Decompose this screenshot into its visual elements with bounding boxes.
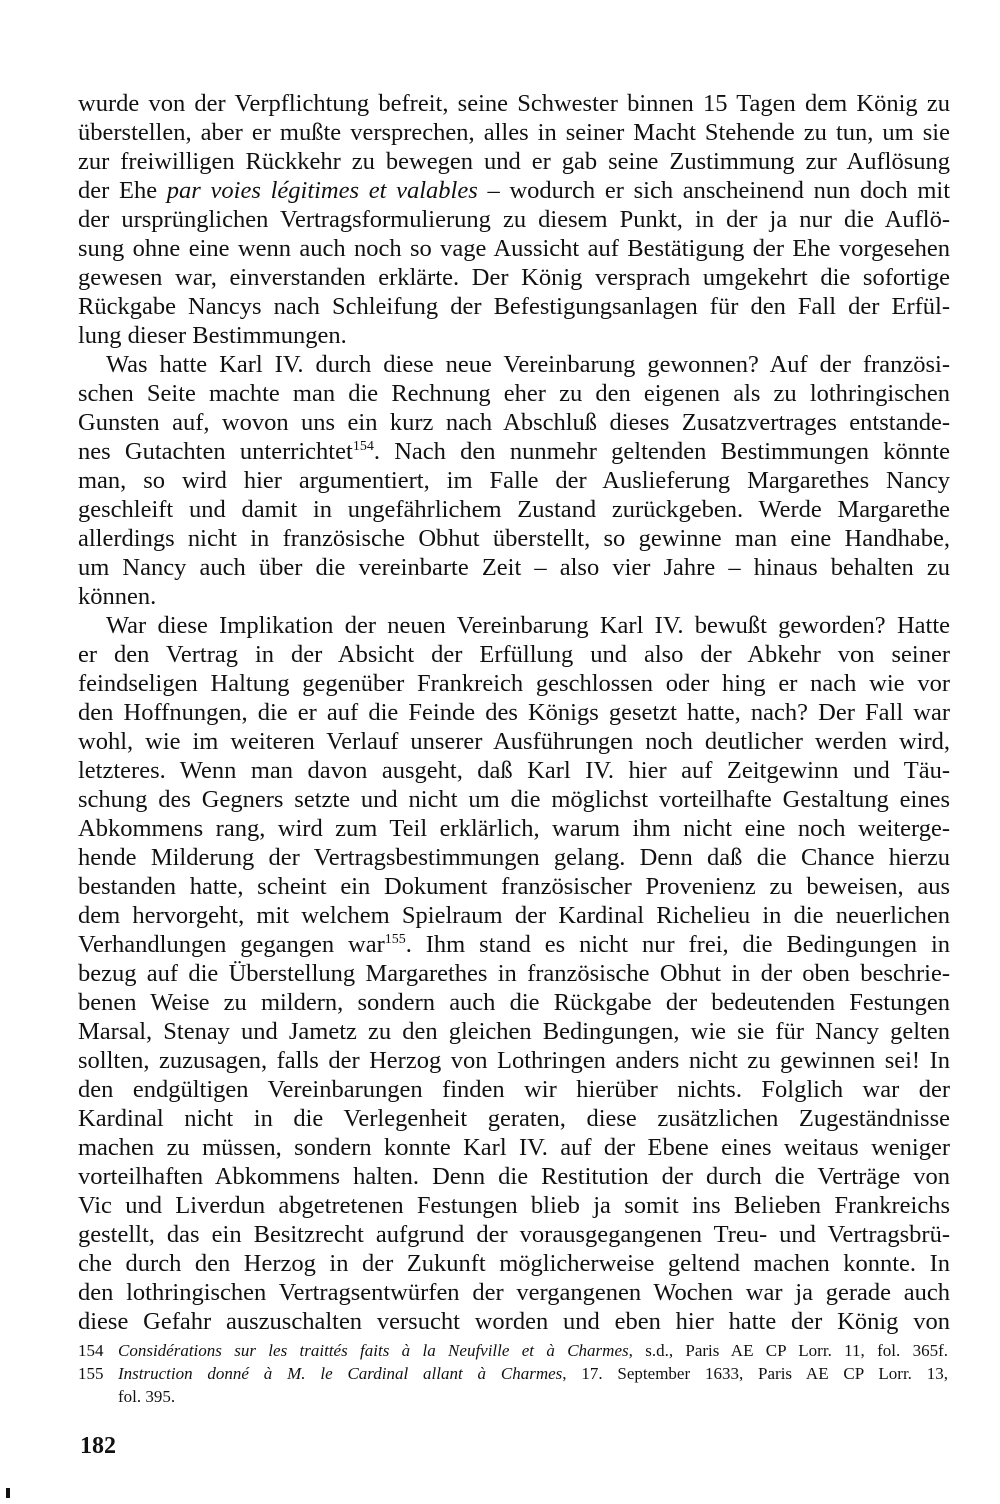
footnote-number: 155 (78, 1364, 104, 1383)
text-line: benen Weise zu mildern, sondern auch die Rückgabe der bedeutenden Festungen (78, 989, 950, 1016)
text-line: bezug auf die Überstellung Margarethes in französische Obhut in der oben beschrie- (78, 960, 950, 987)
footnote-ref: 155 (384, 932, 406, 947)
text-line: gestellt, das ein Besitzrecht aufgrund der vorausgegangenen Treu- und Vertragsbrü- (78, 1221, 950, 1248)
paragraph-first-line: Was hatte Karl IV. durch diese neue Vereinbarung gewonnen? Auf der französi- (106, 351, 950, 378)
text-segment: der Ehe (78, 177, 167, 204)
text-line: vorteilhaften Abkommens halten. Denn die Restitution der durch die Verträge von (78, 1163, 950, 1190)
footnote-rest: , s.d., Paris AE CP Lorr. 11, fol. 365f. (628, 1341, 948, 1360)
text-line: Vic und Liverdun abgetretenen Festungen blieb ja somit ins Belieben Frankreichs (78, 1192, 950, 1219)
footnote-155-continuation: fol. 395. (118, 1387, 176, 1406)
footnote-title: Considérations sur les traittés faits à la Neufville et à Charmes (118, 1341, 629, 1360)
text-line: diese Gefahr auszuschalten versucht worden und eben hier hatte der König von (78, 1308, 950, 1335)
text-line: den Hoffnungen, die er auf die Feinde des Königs gesetzt hatte, nach? Der Fall war (78, 699, 950, 726)
text-line: allerdings nicht in französische Obhut überstellt, so gewinne man eine Handhabe, (78, 525, 950, 552)
text-line: Rückgabe Nancys nach Schleifung der Befestigungsanlagen für den Fall der Erfül- (78, 293, 950, 320)
text-line: che durch den Herzog in der Zukunft möglicherweise geltend machen konnte. In (78, 1250, 950, 1277)
text-line: den endgültigen Vereinbarungen finden wir hierüber nichts. Folglich war der (78, 1076, 950, 1103)
text-line: lung dieser Bestimmungen. (78, 322, 347, 349)
text-line: überstellen, aber er mußte versprechen, alles in seiner Macht Stehende zu tun, um sie (78, 119, 950, 146)
text-segment: . Nach den nunmehr geltenden Bestimmungen könnte (373, 438, 950, 465)
text-line (78, 931, 950, 959)
italic-phrase: par voies légitimes et valables (166, 177, 478, 204)
text-line: Abkommens rang, wird zum Teil erklärlich, warum ihm nicht eine noch weiterge- (78, 815, 950, 842)
text-line: schen Seite machte man die Rechnung eher zu den eigenen als zu lothringischen (78, 380, 950, 407)
text-line: feindseligen Haltung gegenüber Frankreich geschlossen oder hing er nach wie vor (78, 670, 950, 697)
text-line: Kardinal nicht in die Verlegenheit geraten, diese zusätzlichen Zugeständnisse (78, 1105, 950, 1132)
text-line: gewesen war, einverstanden erklärte. Der König versprach umgekehrt die sofortige (78, 264, 950, 291)
text-line: Marsal, Stenay und Jametz zu den gleichen Bedingungen, wie sie für Nancy gelten (78, 1018, 950, 1045)
text-line: bestanden hatte, scheint ein Dokument französischer Provenienz zu beweisen, aus (78, 873, 950, 900)
text-line: machen zu müssen, sondern konnte Karl IV. auf der Ebene eines weitaus weniger (78, 1134, 950, 1161)
footnote-ref: 154 (352, 439, 374, 454)
text-segment: . Ihm stand es nicht nur frei, die Bedingungen in (405, 931, 950, 958)
footnote-154 (78, 1340, 948, 1362)
text-line: hende Milderung der Vertragsbestimmungen gelang. Denn daß die Chance hierzu (78, 844, 950, 871)
text-segment: Verhandlungen gegangen war (78, 931, 385, 958)
text-line: können. (78, 583, 157, 610)
text-line: wurde von der Verpflichtung befreit, seine Schwester binnen 15 Tagen dem König zu (78, 90, 950, 117)
text-line: er den Vertrag in der Absicht der Erfüllung und also der Abkehr von seiner (78, 641, 950, 668)
footnote-title: Instruction donné à M. le Cardinal allant à Charmes (118, 1364, 563, 1383)
text-line: um Nancy auch über die vereinbarte Zeit – also vier Jahre – hinaus behalten zu (78, 554, 950, 581)
text-line: schung des Gegners setzte und nicht um die möglichst vorteilhafte Gestaltung eines (78, 786, 950, 813)
text-line: dem hervorgeht, mit welchem Spielraum der Kardinal Richelieu in die neuerlichen (78, 902, 950, 929)
text-line: wohl, wie im weiteren Verlauf unserer Ausführungen noch deutlicher werden wird, (78, 728, 950, 755)
text-line: sollten, zuzusagen, falls der Herzog von Lothringen anders nicht zu gewinnen sei! In (78, 1047, 950, 1074)
text-line (78, 438, 950, 466)
footnote-155 (78, 1363, 948, 1385)
text-line: der ursprünglichen Vertragsformulierung zu diesem Punkt, in der ja nur die Auflö- (78, 206, 950, 233)
footnote-number: 154 (78, 1341, 104, 1360)
text-line: letzteres. Wenn man davon ausgeht, daß Karl IV. hier auf Zeitgewinn und Täu- (78, 757, 950, 784)
page-number: 182 (80, 1433, 116, 1459)
text-line: Gunsten auf, wovon uns ein kurz nach Abschluß dieses Zusatzvertrages entstande- (78, 409, 950, 436)
text-segment: nes Gutachten unterrichtet (78, 438, 353, 465)
footnote-rest: , 17. September 1633, Paris AE CP Lorr. 13, (562, 1364, 948, 1383)
text-line: den lothringischen Vertragsentwürfen der vergangenen Wochen war ja gerade auch (78, 1279, 950, 1306)
text-line: zur freiwilligen Rückkehr zu bewegen und er gab seine Zustimmung zur Auflösung (78, 148, 950, 175)
text-line: geschleift und damit in ungefährlichem Zustand zurückgeben. Werde Margarethe (78, 496, 950, 523)
text-line: man, so wird hier argumentiert, im Falle der Auslieferung Margarethes Nancy (78, 467, 950, 494)
text-line: sung ohne eine wenn auch noch so vage Aussicht auf Bestätigung der Ehe vorgesehen (78, 235, 950, 262)
text-line (78, 177, 950, 205)
scan-mark (6, 1488, 10, 1498)
text-segment: – wodurch er sich anscheinend nun doch mit (477, 177, 951, 204)
paragraph-first-line: War diese Implikation der neuen Vereinbarung Karl IV. bewußt geworden? Hatte (106, 612, 950, 639)
